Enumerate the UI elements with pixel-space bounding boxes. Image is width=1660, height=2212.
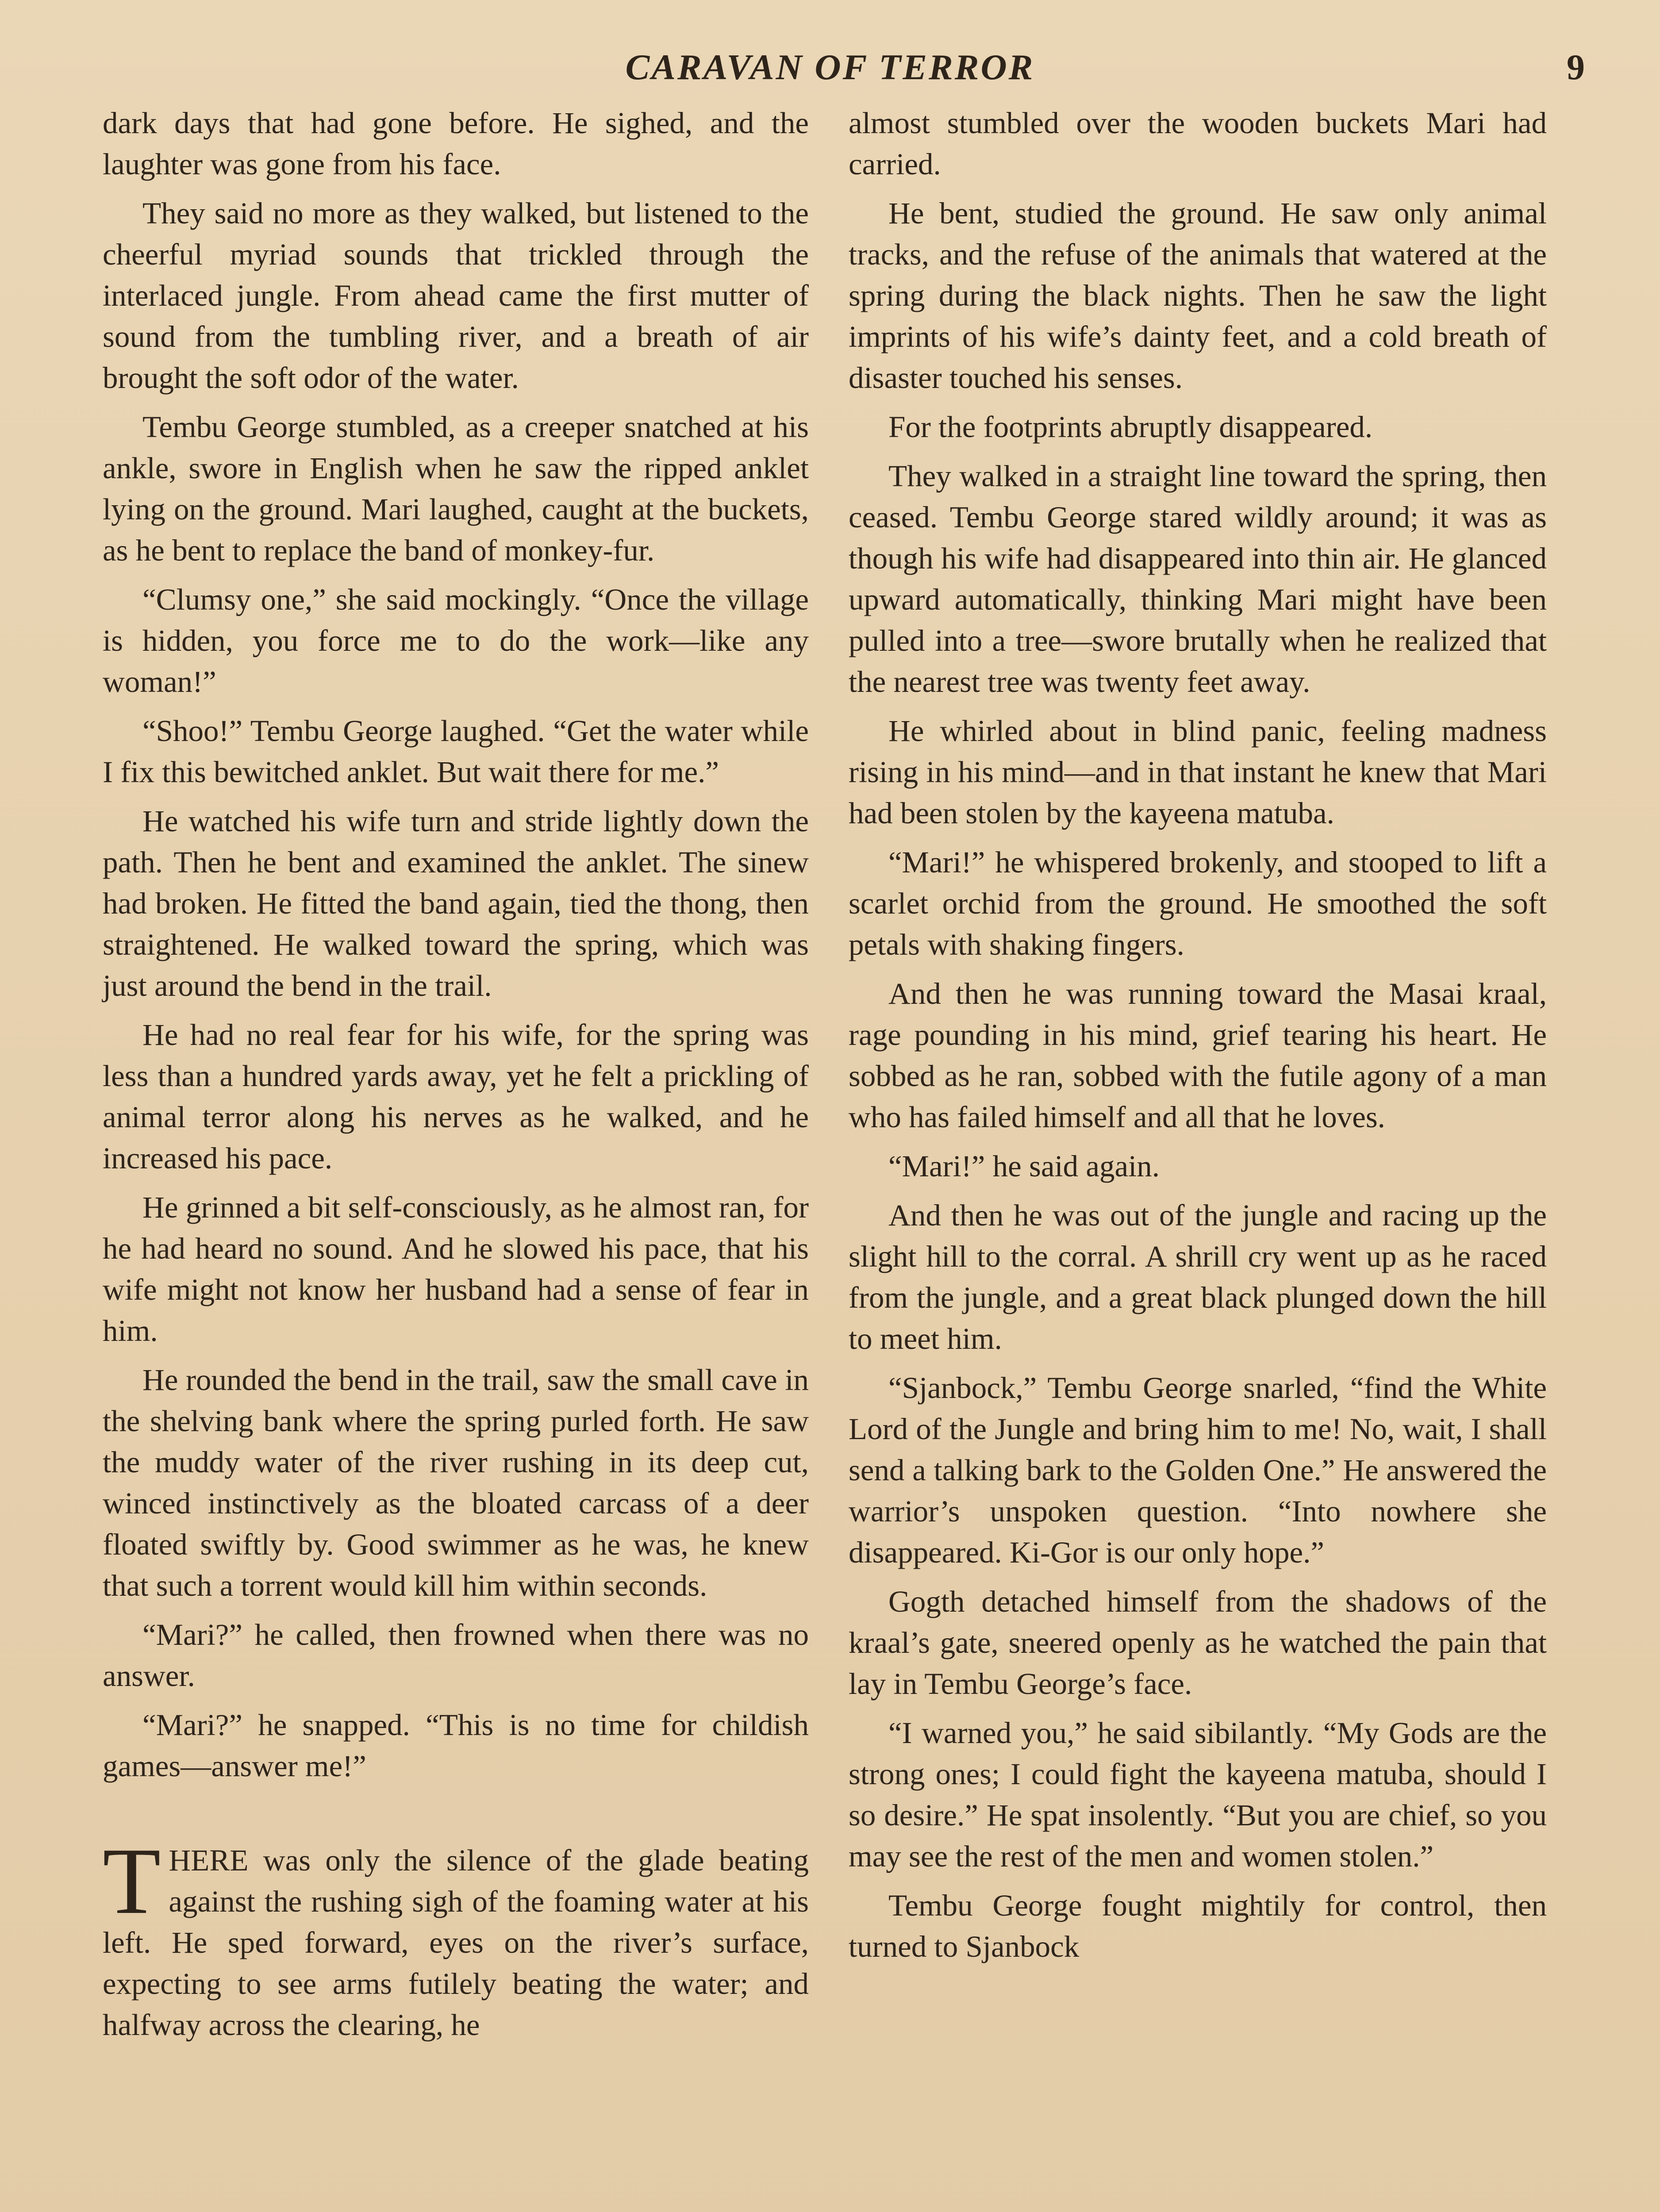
story-paragraph: “Mari!” he whispered brokenly, and stooped to lift a scarlet orchid from the ground. He smoothed the soft petals with shaking fingers. (849, 845, 1547, 961)
story-paragraph: He whirled about in blind panic, feeling madness rising in his mind—and in that instant he knew that Mari had been stolen by the kayeena matuba. (849, 714, 1547, 830)
story-paragraph: And then he was out of the jungle and racing up the slight hill to the corral. A shrill cry went up as he raced from the jungle, and a great black plunged down the hill to meet him. (849, 1198, 1547, 1356)
story-paragraph: Tembu George fought mightily for control, then turned to Sjanbock (849, 1889, 1547, 1963)
story-paragraph: “Clumsy one,” she said mockingly. “Once the village is hidden, you force me to do the work—like any woman!” (103, 583, 809, 699)
story-paragraph: Gogth detached himself from the shadows of the kraal’s gate, sneered openly as he watched the pain that lay in Tembu George’s face. (849, 1585, 1547, 1701)
right-column (849, 103, 1547, 1975)
story-paragraph: “Mari!” he said again. (888, 1149, 1160, 1183)
story-paragraph: “Shoo!” Tembu George laughed. “Get the water while I fix this bewitched anklet. But wait there for me.” (103, 714, 809, 789)
story-paragraph: He grinned a bit self-consciously, as he almost ran, for he had heard no sound. And he slowed his pace, that his wife might not know her husband had a sense of fear in him. (103, 1190, 809, 1348)
story-paragraph: They walked in a straight line toward the spring, then ceased. Tembu George stared wildly around; it was as though his wife had disappeared into thin air. He glanced upward automatically, thinking Mari might have been pulled into a tree—swore brutally when he realized that the nearest tree was twenty feet away. (849, 459, 1547, 699)
drop-cap-letter: T (103, 1828, 161, 1934)
section-opening-text: HERE was only the silence of the glade beating against the rushing sigh of the foaming water at his left. He sped forward, eyes on the river’s surface, expecting to see arms futilely beating the water; and halfway across the clearing, he (103, 1843, 809, 2042)
section-opening-paragraph (103, 1828, 809, 2046)
story-paragraph: “I warned you,” he said sibilantly. “My Gods are the strong ones; I could fight the kayeena matuba, should I so desire.” He spat insolently. “But you are chief, so you may see the rest of the men and women stolen.” (849, 1716, 1547, 1873)
story-paragraph: He bent, studied the ground. He saw only animal tracks, and the refuse of the animals that watered at the spring during the black nights. Then he saw the light imprints of his wife’s dainty feet, and a cold breath of disaster touched his senses. (849, 196, 1547, 395)
story-paragraph: He watched his wife turn and stride lightly down the path. Then he bent and examined the anklet. The sinew had broken. He fitted the band again, tied the thong, then straightened. He walked toward the spring, which was just around the bend in the trail. (103, 804, 809, 1002)
page-number: 9 (1567, 47, 1585, 87)
story-paragraph: “Mari?” he called, then frowned when there was no answer. (103, 1618, 809, 1693)
story-paragraph: He rounded the bend in the trail, saw the small cave in the shelving bank where the spring purled forth. He saw the muddy water of the river rushing in its deep cut, winced instinctively as the bloated carcass of a deer floated swiftly by. Good swimmer as he was, he knew that such a torrent would kill him within seconds. (103, 1363, 809, 1602)
story-paragraph: And then he was running toward the Masai kraal, rage pounding in his mind, grief tearing his heart. He sobbed as he ran, sobbed with the futile agony of a man who has failed himself and all that he loves. (849, 977, 1547, 1134)
story-paragraph: For the footprints abruptly disappeared. (888, 410, 1373, 444)
left-column (103, 103, 809, 2054)
story-paragraph: Tembu George stumbled, as a creeper snatched at his ankle, swore in English when he saw the ripped anklet lying on the ground. Mari laughed, caught at the buckets, as he bent to replace the band of monkey-fur. (103, 410, 809, 567)
story-paragraph: They said no more as they walked, but listened to the cheerful myriad sounds that trickled through the interlaced jungle. From ahead came the first mutter of sound from the tumbling river, and a breath of air brought the soft odor of the water. (103, 196, 809, 395)
running-header-title: CARAVAN OF TERROR (625, 47, 1035, 87)
story-paragraph: “Mari?” he snapped. “This is no time for childish games—answer me!” (103, 1708, 809, 1783)
story-paragraph: He had no real fear for his wife, for the spring was less than a hundred yards away, yet he felt a prickling of animal terror along his nerves as he walked, and he increased his pace. (103, 1018, 809, 1175)
story-paragraph: “Sjanbock,” Tembu George snarled, “find the White Lord of the Jungle and bring him to me! No, wait, I shall send a talking bark to the Golden One.” He answered the warrior’s unspoken question. “Into nowhere she disappeared. Ki-Gor is our only hope.” (849, 1371, 1547, 1569)
story-paragraph: dark days that had gone before. He sighed, and the laughter was gone from his face. (103, 106, 809, 181)
story-paragraph: almost stumbled over the wooden buckets Mari had carried. (849, 106, 1547, 181)
